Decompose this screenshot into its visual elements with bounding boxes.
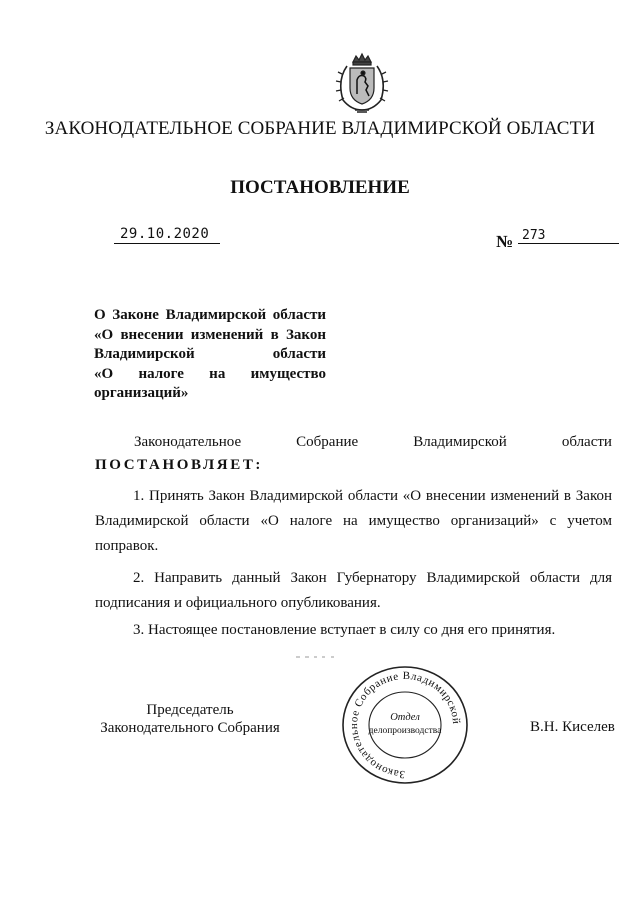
signatory-title-line: Председатель [146, 702, 234, 718]
preamble-line [134, 434, 612, 451]
preamble-word: Владимирской [413, 434, 507, 450]
resolution-item-3: 3. Настоящее постановление вступает в силу со дня его принятия. [133, 622, 556, 638]
stamp-center-line: делопроизводства [368, 726, 442, 736]
preamble-word: Законодательное [134, 434, 242, 450]
signatory-title [95, 701, 285, 737]
scan-marks [296, 654, 340, 660]
subject-line: «О налоге на имущество [94, 365, 326, 382]
signatory-title-line: Законодательного Собрания [100, 720, 280, 736]
preamble-word: области [561, 434, 612, 450]
stamp-center-line: Отдел [390, 712, 420, 723]
preamble-word: Собрание [296, 434, 359, 450]
document-number: 273 [518, 228, 619, 244]
decree-word: ПОСТАНОВЛЯЕТ: [95, 457, 264, 473]
coat-of-arms-emblem [333, 52, 391, 114]
subject-line: организаций» [94, 385, 189, 401]
resolution-item-2: 2. Направить данный Закон Губернатору Владимирской области для подписания и официального опубликования. [95, 570, 612, 611]
official-stamp [340, 664, 470, 786]
stamp-ring-text: Законодательное Собрание Владимирской [347, 669, 463, 781]
number-label: № [496, 232, 514, 251]
organization-name: ЗАКОНОДАТЕЛЬНОЕ СОБРАНИЕ ВЛАДИМИРСКОЙ ОБЛАСТИ [44, 118, 596, 139]
document-date: 29.10.2020 [114, 226, 220, 244]
svg-text:Законодательное Собрание Влади [348, 670, 462, 780]
subject-line: О Законе Владимирской области [94, 307, 326, 323]
subject-line: «О внесении изменений в Закон [94, 326, 326, 343]
document-type-title: ПОСТАНОВЛЕНИЕ [230, 177, 410, 198]
subject-heading [94, 306, 326, 404]
signatory-name: В.Н. Киселев [530, 719, 615, 735]
resolution-item-1: 1. Принять Закон Владимирской области «О внесении изменений в Закон Владимирской области «О налоге на имущество организаций» с учетом поправок. [95, 488, 612, 554]
subject-line: Владимирской области [94, 346, 326, 362]
